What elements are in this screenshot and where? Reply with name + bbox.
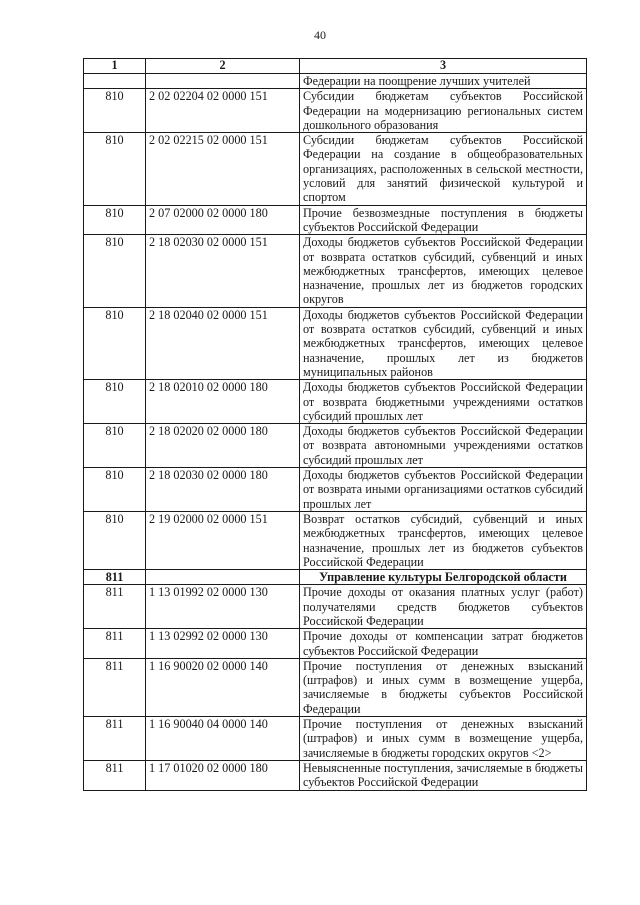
- description-cell: Доходы бюджетов субъектов Российской Федерации от возврата автономными учреждениями остатков субсидий прошлых лет: [300, 424, 587, 468]
- description-cell: Прочие доходы от оказания платных услуг (работ) получателями средств бюджетов субъектов Российской Федерации: [300, 585, 587, 629]
- admin-code-cell: 811: [84, 585, 146, 629]
- admin-code-cell: 810: [84, 235, 146, 307]
- admin-code-cell: 811: [84, 570, 146, 585]
- description-cell: Прочие поступления от денежных взысканий (штрафов) и иных сумм в возмещение ущерба, зачисляемые в бюджеты субъектов Российской Федерации: [300, 658, 587, 716]
- description-cell: Доходы бюджетов субъектов Российской Федерации от возврата остатков субсидий, субвенций и иных межбюджетных трансфертов, имеющих целевое назначение, прошлых лет из бюджетов муниципальных районов: [300, 307, 587, 379]
- description-cell: Доходы бюджетов субъектов Российской Федерации от возврата иными организациями остатков субсидий прошлых лет: [300, 468, 587, 512]
- admin-code-cell: 810: [84, 89, 146, 133]
- table-row: [84, 760, 587, 790]
- table-row: [84, 629, 587, 659]
- table-row: [84, 74, 587, 89]
- table-header-row: [84, 59, 587, 74]
- admin-code-cell: 810: [84, 205, 146, 235]
- table-row: [84, 205, 587, 235]
- budget-code-cell: 2 07 02000 02 0000 180: [146, 205, 300, 235]
- budget-code-cell: 1 16 90040 04 0000 140: [146, 717, 300, 761]
- table-row: [84, 585, 587, 629]
- table-section-row: [84, 570, 587, 585]
- column-header: 3: [300, 59, 587, 74]
- description-cell: Субсидии бюджетам субъектов Российской Федерации на создание в общеобразовательных организациях, расположенных в сельской местности, условий для занятий физической культурой и спортом: [300, 133, 587, 205]
- admin-code-cell: 810: [84, 511, 146, 569]
- description-cell: Доходы бюджетов субъектов Российской Федерации от возврата бюджетными учреждениями остатков субсидий прошлых лет: [300, 380, 587, 424]
- description-cell: Прочие поступления от денежных взысканий (штрафов) и иных сумм в возмещение ущерба, зачисляемые в бюджеты городских округов <2>: [300, 717, 587, 761]
- table-row: [84, 658, 587, 716]
- column-header: 2: [146, 59, 300, 74]
- description-cell: Доходы бюджетов субъектов Российской Федерации от возврата остатков субсидий, субвенций и иных межбюджетных трансфертов, имеющих целевое назначение, прошлых лет из бюджетов городских округов: [300, 235, 587, 307]
- table-row: [84, 89, 587, 133]
- description-cell: Невыясненные поступления, зачисляемые в бюджеты субъектов Российской Федерации: [300, 760, 587, 790]
- revenue-codes-table: [83, 58, 587, 791]
- table-row: [84, 468, 587, 512]
- budget-code-cell: 2 18 02030 02 0000 180: [146, 468, 300, 512]
- table-row: [84, 307, 587, 379]
- description-cell: Субсидии бюджетам субъектов Российской Федерации на модернизацию региональных систем дошкольного образования: [300, 89, 587, 133]
- budget-code-cell: 1 13 01992 02 0000 130: [146, 585, 300, 629]
- admin-code-cell: 811: [84, 658, 146, 716]
- table-row: [84, 424, 587, 468]
- table-row: [84, 235, 587, 307]
- admin-code-cell: 810: [84, 307, 146, 379]
- budget-code-cell: 2 18 02010 02 0000 180: [146, 380, 300, 424]
- description-cell: Федерации на поощрение лучших учителей: [300, 74, 587, 89]
- admin-code-cell: [84, 74, 146, 89]
- budget-code-cell: 2 02 02215 02 0000 151: [146, 133, 300, 205]
- budget-code-cell: 2 02 02204 02 0000 151: [146, 89, 300, 133]
- description-cell: Прочие безвозмездные поступления в бюджеты субъектов Российской Федерации: [300, 205, 587, 235]
- budget-code-cell: 2 18 02030 02 0000 151: [146, 235, 300, 307]
- table-row: [84, 511, 587, 569]
- admin-code-cell: 810: [84, 133, 146, 205]
- budget-code-cell: [146, 74, 300, 89]
- description-cell: Управление культуры Белгородской области: [300, 570, 587, 585]
- budget-code-cell: 1 17 01020 02 0000 180: [146, 760, 300, 790]
- budget-code-cell: 1 13 02992 02 0000 130: [146, 629, 300, 659]
- budget-code-cell: [146, 570, 300, 585]
- table-row: [84, 717, 587, 761]
- budget-code-cell: 2 18 02020 02 0000 180: [146, 424, 300, 468]
- column-header: 1: [84, 59, 146, 74]
- admin-code-cell: 811: [84, 717, 146, 761]
- page-number: 40: [314, 28, 326, 42]
- admin-code-cell: 810: [84, 424, 146, 468]
- admin-code-cell: 811: [84, 629, 146, 659]
- admin-code-cell: 811: [84, 760, 146, 790]
- description-cell: Прочие доходы от компенсации затрат бюджетов субъектов Российской Федерации: [300, 629, 587, 659]
- admin-code-cell: 810: [84, 380, 146, 424]
- table-row: [84, 380, 587, 424]
- budget-code-cell: 1 16 90020 02 0000 140: [146, 658, 300, 716]
- budget-code-cell: 2 18 02040 02 0000 151: [146, 307, 300, 379]
- description-cell: Возврат остатков субсидий, субвенций и иных межбюджетных трансфертов, имеющих целевое назначение, прошлых лет из бюджетов субъектов Российской Федерации: [300, 511, 587, 569]
- budget-code-cell: 2 19 02000 02 0000 151: [146, 511, 300, 569]
- table-row: [84, 133, 587, 205]
- admin-code-cell: 810: [84, 468, 146, 512]
